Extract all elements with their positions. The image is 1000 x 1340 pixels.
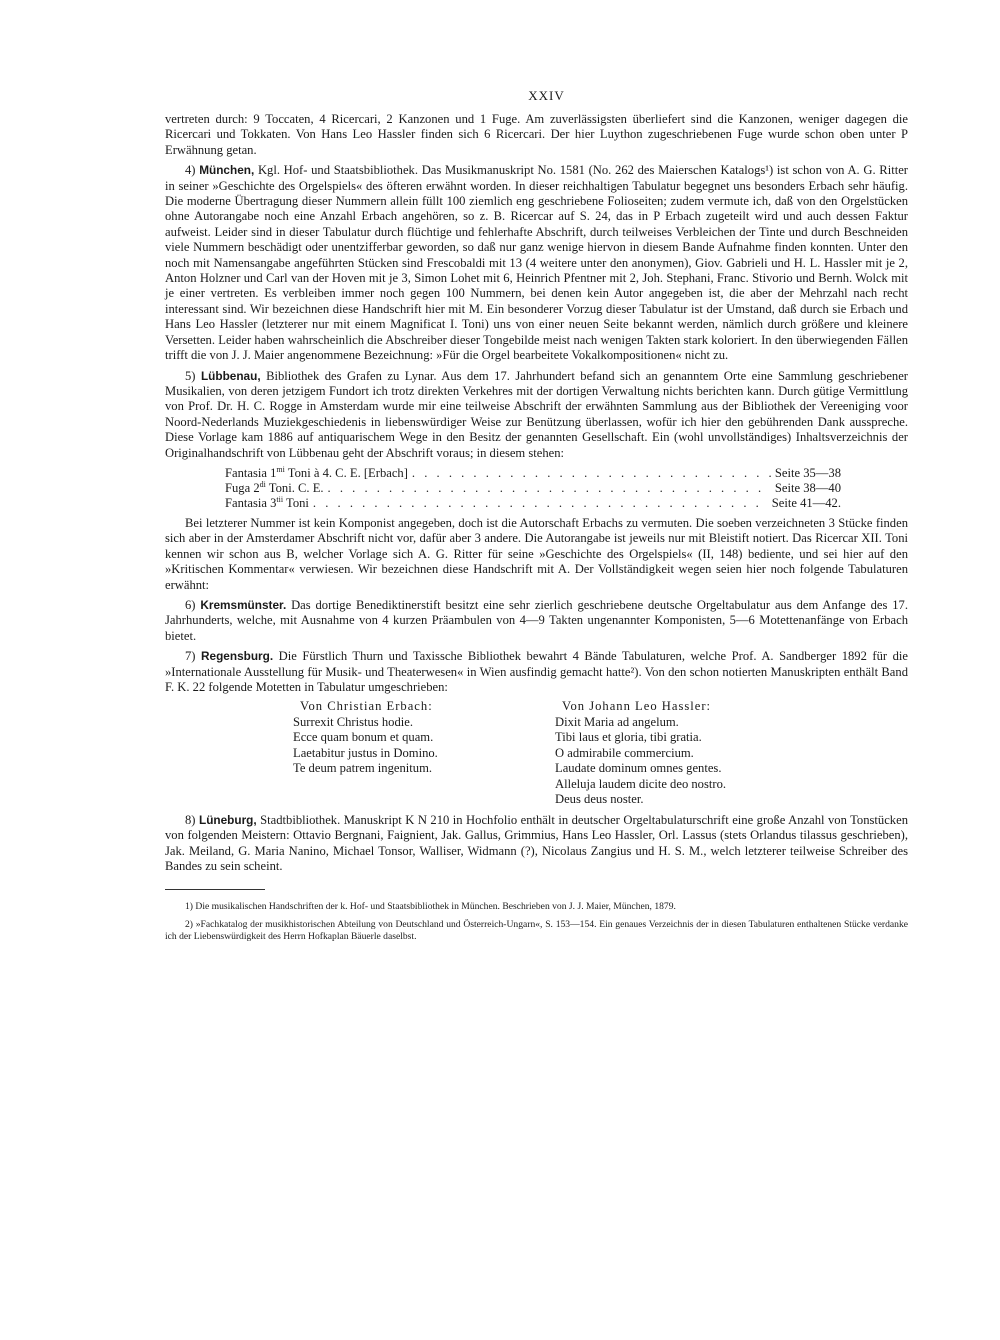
contents-entry-title: Fantasia $1^{mi}$ Toni à 4. C. E. [Erbach] xyxy=(225,464,408,480)
motets-erbach-heading: Von Christian Erbach: xyxy=(300,699,433,714)
footnote-1: 1) Die musikalischen Handschriften der k. Hof- und Staatsbibliothek in München. Beschrieben von J. J. Maier, München, 1879. xyxy=(185,900,676,912)
contents-entry xyxy=(225,466,841,481)
motets-hassler-heading: Von Johann Leo Hassler: xyxy=(562,699,712,714)
section-7-text: Die Fürstlich Thurn und Taxissche Bibliothek bewahrt 4 Bände Tabulaturen, welche Prof. A. Sandberger 1892 für die »Internationale Ausstellung für Musik- und Theaterwesen« in Wien ausfindig gemacht hatte²). Von den schon notierten Manuskripten enthält Band F. K. 22 folgende Motetten in Tabulatur umgeschrieben: xyxy=(165,649,908,694)
motet-item: Laetabitur justus in Domino. xyxy=(293,745,438,760)
section-6-text: Das dortige Benediktinerstift besitzt eine sehr zierlich geschriebene deutsche Orgeltabulatur aus dem Anfange des 17. Jahrhunderts, welche, mit Ausnahme von 4 kurzen Präambulen von 4—9 Takten ungenannter Komponisten, 5—6 Motettenanfänge von Erbach bietet. xyxy=(165,597,908,643)
contents-entry-page: Seite 38—40 xyxy=(774,480,841,495)
motet-item: Deus deus noster. xyxy=(555,792,644,807)
section-4-text: Kgl. Hof- und Staatsbibliothek. Das Musikmanuskript No. 1581 (No. 262 des Maierschen Katalogs¹) ist schon von A. G. Ritter in seiner »Geschichte des Orgelspiels« des öfteren erwähnt worden. In dieser reichhaltigen Tabulatur begegnet uns besonders Erbach sehr häufig. Die moderne Übertragung dieser Nummern allein füllt 100 ziemlich eng geschriebene Folioseiten; zudem vermute ich, daß von den Orgelstücken ohne Autorangabe noch eine Anzahl Erbach angehören, so z. B. Ricercar auf S. 24, das in P Erbach zugeteilt wird und auch dessen Faktur aufweist. Leider sind in dieser Tabulatur durch flüchtige und fehlerhafte Abschrift, durch teilweises Verbleichen der Tinte und durch Beschneiden viele Nummern beschädigt oder unentzifferbar geworden, so daß nur ganz wenige hiervon in diesem Bande Aufnahme finden konnten. Unter den noch mit Namensangabe angeführten Stücken sind Frescobaldi mit 13 (4 weitere unter den anonymen), Giov. Gabrieli und H. L. Hassler mit je 2, Anton Holzner und Carl van der Hoven mit je 3, Simon Lohet mit 6, Heinrich Pfentner mit 2, Joh. Stephani, Franc. Stivorio und Bernh. Wolck mit je einer vertreten. Es verbleiben immer noch gegen 100 Nummern, bei denen kein Autor angegeben ist, die aber der Mehrzahl nach recht interessant sind. Wir bezeichnen diese Handschrift hier mit M. Ein besonderer Vorzug dieser Tabulatur ist der Umstand, daß durch sie Erbach und Hans Leo Hassler (letzterer nur mit einem Magnificat I. Toni) uns von einer neuen Seite bekannt werden, nämlich durch größere und kleinere Versetten. Leider haben wahrscheinlich die Abschreiber dieser Tongebilde meist nach wenigen Takten stark koloriert. In den überwiegenden Fällen trifft die von J. J. Maier angenommene Bezeichnung: »Für die Orgel bearbeitete Vokalkompositionen« nicht zu. xyxy=(165,163,908,363)
motet-item: Dixit Maria ad angelum. xyxy=(555,714,679,729)
page-content xyxy=(165,88,908,943)
contents-entry-title: Fuga $2^{di}$ Toni. C. E. xyxy=(225,479,324,495)
footnote-2: 2) »Fachkatalog der musikhistorischen Abteilung von Deutschland und Österreich-Ungarn«, S. 153—154. Ein genaues Verzeichnis der in diesen Tabulaturen enthaltenen Stücke verdanke ich der Liebenswürdigkeit des Herrn Hofkaplan Bäuerle daselbst. xyxy=(165,918,908,942)
motet-item: Te deum patrem ingenitum. xyxy=(293,761,433,776)
section-7-regensburg xyxy=(165,649,908,695)
dot-leader xyxy=(328,481,771,496)
section-6-number: 6) xyxy=(185,597,196,612)
motet-item: Alleluja laudem dicite deo nostro. xyxy=(555,776,727,791)
section-5-number: 5) xyxy=(185,368,196,383)
contents-entry-page: Seite 35—38 xyxy=(774,465,841,480)
motet-item: Ecce quam bonum et quam. xyxy=(293,730,434,745)
contents-entry-page: Seite 41—42. xyxy=(771,495,841,510)
page-number: XXIV xyxy=(528,88,565,103)
contents-entry xyxy=(225,496,841,511)
section-8-lueneburg xyxy=(165,813,908,875)
section-4-muenchen xyxy=(165,163,908,363)
section-5-luebbenau xyxy=(165,369,908,461)
section-8-number: 8) xyxy=(185,812,196,827)
dot-leader xyxy=(313,496,768,511)
contents-entry-title: Fantasia $3^{tii}$ Toni xyxy=(225,494,309,510)
section-8-text: Stadtbibliothek. Manuskript K N 210 in Hochfolio enthält in deutscher Orgeltabulaturschrift eine große Anzahl von Tonstücken von folgenden Meistern: Ottavio Bergnani, Faignient, Jak. Gallus, Grimmius, Hans Leo Hassler, Orl. Lassus (stets Orlandus tilassus geschrieben), Jak. Meiland, G. Maria Nanino, Michael Tonsor, Walliser, Widmann (?), Nicolaus Zangius und H. S. M., welch letzterer teilweise Schreiber des Bandes zu sein scheint. xyxy=(165,812,908,874)
motet-item: Surrexit Christus hodie. xyxy=(293,714,413,729)
contents-entry xyxy=(225,481,841,496)
section-7-heading: Regensburg. xyxy=(201,649,274,664)
motets-list xyxy=(293,699,908,808)
dot-leader xyxy=(412,466,771,481)
section-6-heading: Kremsmünster. xyxy=(200,597,287,612)
motet-item: Laudate dominum omnes gentes. xyxy=(555,761,722,776)
motet-item: Tibi laus et gloria, tibi gratia. xyxy=(555,730,702,745)
section-4-number: 4) xyxy=(185,163,196,178)
contents-list xyxy=(225,466,841,511)
footnote-divider xyxy=(165,889,265,891)
section-5-text: Bibliothek des Grafen zu Lynar. Aus dem 17. Jahrhundert befand sich an genanntem Orte eine Sammlung geschriebener Musikalien, von deren jetzigem Fundort ich trotz direkten Verkehres mit der dortigen Verwaltung nichts berichten kann. Durch gütige Vermittlung von Prof. Dr. H. C. Rogge in Amsterdam wurde mir eine teilweise Abschrift der erwähnten Sammlung aus der Bibliothek der Vereeniging voor Noord-Nederlands Muziekgeschiedenis in liebenswürdiger Weise zur Benützung überlassen, wofür ich hier den gebührenden Dank ausspreche. Diese Vorlage kam 1886 auf antiquarischem Wege in den Besitz der genannten Gesellschaft. Ein (wohl unvollständiges) Inhaltsverzeichnis der Originalhandschrift von Lübbenau geht der Abschrift voraus; in diesem stehen: xyxy=(165,368,909,460)
section-6-kremsmuenster xyxy=(165,598,908,644)
section-5-heading: Lübbenau, xyxy=(200,368,261,383)
motet-item: O admirabile commercium. xyxy=(555,745,694,760)
intro-paragraph: vertreten durch: 9 Toccaten, 4 Ricercari, 2 Kanzonen und 1 Fuge. Am zuverlässigsten überliefert sind die Kanzonen, weniger dagegen die Ricercari und Tokkaten. Von Hans Leo Hassler finden sich 6 Ricercari. Der hier Luython zugeschriebenen Fuge wurde schon oben unter P Erwähnung getan. xyxy=(165,112,908,157)
section-7-number: 7) xyxy=(185,649,196,664)
paragraph-after-contents: Bei letzterer Nummer ist kein Komponist angegeben, doch ist die Autorschaft Erbachs zu vermuten. Die soeben verzeichneten 3 Stücke finden sich aber in der Amsterdamer Abschrift nicht vor, dafür aber 3 andere. Die Autorangabe ist jeweils nur mit Bleistift notiert. Das Ricercar XII. Toni kennen wir schon aus B, welcher Vorlage sich A. G. Ritter für seine »Geschichte des Orgelspiels« (II, 148) bediente, und sei hier auf den »Kritischen Kommentar« verwiesen. Wir bezeichnen diese Handschrift mit A. Der Vollständigkeit wegen seien hier noch folgende Tabulaturen erwähnt: xyxy=(165,515,908,592)
motets-hassler-column xyxy=(555,699,815,808)
motets-erbach-column xyxy=(293,699,555,808)
section-8-heading: Lüneburg, xyxy=(198,812,257,827)
section-4-heading: München, xyxy=(199,163,255,178)
